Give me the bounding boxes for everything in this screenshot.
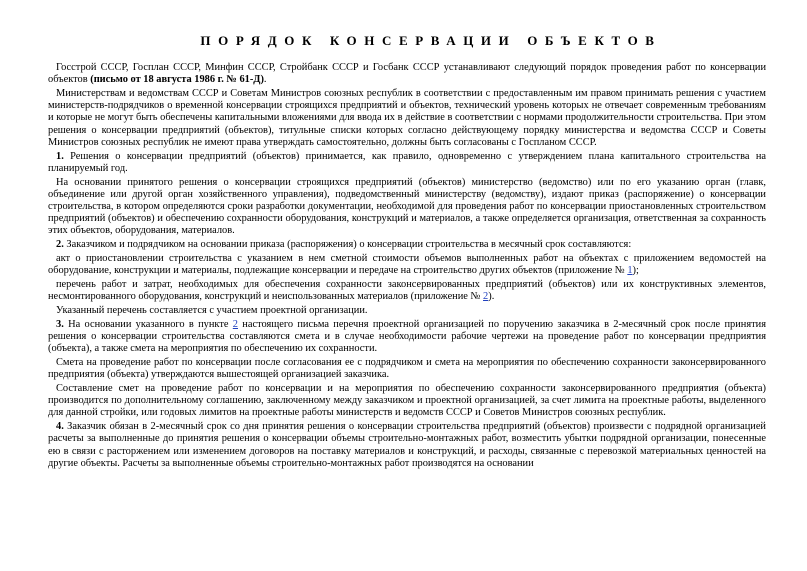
appendix-1-link[interactable]: 1 bbox=[627, 265, 633, 277]
document-page bbox=[48, 33, 766, 472]
intro-letter-reference: (письмо от 18 августа 1986 г. № 61-Д) bbox=[90, 74, 264, 86]
document-title: ПОРЯДОК КОНСЕРВАЦИИ ОБЪЕКТОВ bbox=[200, 33, 662, 48]
intro-text: Госстрой СССР, Госплан СССР, Минфин СССР, Стройбанк СССР и Госбанк СССР устанавливают следующий порядок проведения работ по консервации объектов bbox=[48, 62, 766, 86]
item-4 bbox=[48, 421, 766, 470]
item-3-text-before: На основании указанного в пункте bbox=[63, 318, 233, 330]
item-1-text: Решения о консервации предприятий (объектов) принимается, как правило, одновременно с утверждением плана капитального строительства на планируемый год. bbox=[48, 150, 766, 174]
item-4-text: Заказчик обязан в 2-месячный срок со дня принятия решения о консервации строительства предприятий (объектов) произвести с подрядной организацией расчеты за выполненные до принятия решения о консервации объемы строительно-монтажных работ, возместить убытки подрядной организации, понесенные ею в связи с расторжением или изменением договоров на поставку материалов и конструкций, и расходы, связанные с перевозкой материальных ценностей на другие объекты. Расчеты за выполненные объемы строительно-монтажных работ производятся на основании bbox=[48, 421, 766, 469]
list-paragraph bbox=[48, 279, 766, 303]
intro-paragraph bbox=[48, 62, 766, 86]
act-tail: ); bbox=[632, 265, 639, 277]
paragraph-basis: На основании принятого решения о консервации строящихся предприятий (объектов) министерство (ведомство) или по его указанию орган (главк, объединение или другой орган хозяйственного управления), подведомственный министерству (ведомству), издают приказ (распоряжение) о консервации строительства, в котором определяются сроки разработки документации, необходимой для проведения работ по консервации приостановленных строительством предприятий (объектов) и обеспечению сохранности оборудования, конструкций и материалов, а также определяется организация, ответственная за сохранность этих объектов, оборудования, материалов. bbox=[48, 176, 766, 237]
item-2-reference-link[interactable]: 2 bbox=[232, 318, 238, 330]
item-3-text-after: настоящего письма перечня проектной организацией по поручению заказчика в 2-месячный срок после принятия решения о консервации строительства составляются смета и в случае необходимости рабочие чертежи на проведение работ по консервации предприятия (объекта), а также смета на мероприятия по обеспечению их сохранности. bbox=[48, 318, 766, 355]
item-1-number: 1. bbox=[56, 150, 64, 162]
appendix-2-link[interactable]: 2 bbox=[483, 291, 489, 303]
item-3-number: 3. bbox=[56, 318, 64, 330]
list-text: перечень работ и затрат, необходимых для обеспечения сохранности законсервированных предприятий (объектов) или их конструктивных элементов, несмонтированного оборудования, конструкций и неиспользованных материалов (приложение № bbox=[48, 279, 766, 303]
item-2 bbox=[48, 239, 766, 251]
item-3 bbox=[48, 319, 766, 356]
item-2-text: Заказчиком и подрядчиком на основании приказа (распоряжения) о консервации строительства в месячный срок составляются: bbox=[63, 239, 632, 251]
list-tail: ). bbox=[488, 291, 495, 303]
item-2-number: 2. bbox=[56, 239, 64, 251]
act-paragraph bbox=[48, 253, 766, 277]
paragraph-ministries: Министерствам и ведомствам СССР и Советам Министров союзных республик в соответствии с предоставленным им правом принимать решения с участием министерств-подрядчиков о временной консервации строящихся предприятий и объектов, технический уровень которых не отвечает современным требованиям и которые не могут быть обеспечены капитальными вложениями для ввода их в действие в соответствии с нормами продолжительности строительства. При этом решения о консервации предприятий (объектов), титульные списки которых согласно действующему порядку министерства и ведомства СССР и Советы Министров союзных республик не имеют права утверждать самостоятельно, должны быть согласованы с Госпланом СССР. bbox=[48, 88, 766, 148]
item-4-number: 4. bbox=[56, 421, 64, 433]
paragraph-list-note: Указанный перечень составляется с участием проектной организации. bbox=[56, 305, 368, 317]
act-text: акт о приостановлении строительства с указанием в нем сметной стоимости объемов выполненных работ на объектах с приложением ведомостей на оборудование, конструкции и материалы, подлежащие консервации и передаче на строительство других объектов (приложение № bbox=[48, 253, 766, 277]
intro-tail: . bbox=[263, 74, 267, 86]
item-1 bbox=[48, 151, 766, 175]
paragraph-compilation: Составление смет на проведение работ по консервации и на мероприятия по обеспечению сохранности законсервированного предприятия (объекта) производится по дополнительному соглашению, заключенному между заказчиком и проектной организацией, за счет лимита на проектные работы, выделенного для данной стройки, или годовых лимитов на проектные работы министерств и ведомств СССР и Советов Министров союзных республик. bbox=[48, 383, 766, 419]
paragraph-estimate: Смета на проведение работ по консервации после согласования ее с подрядчиком и смета на мероприятия по обеспечению сохранности законсервированного предприятия (объекта) утверждаются вышестоящей организацией заказчика. bbox=[48, 357, 766, 381]
